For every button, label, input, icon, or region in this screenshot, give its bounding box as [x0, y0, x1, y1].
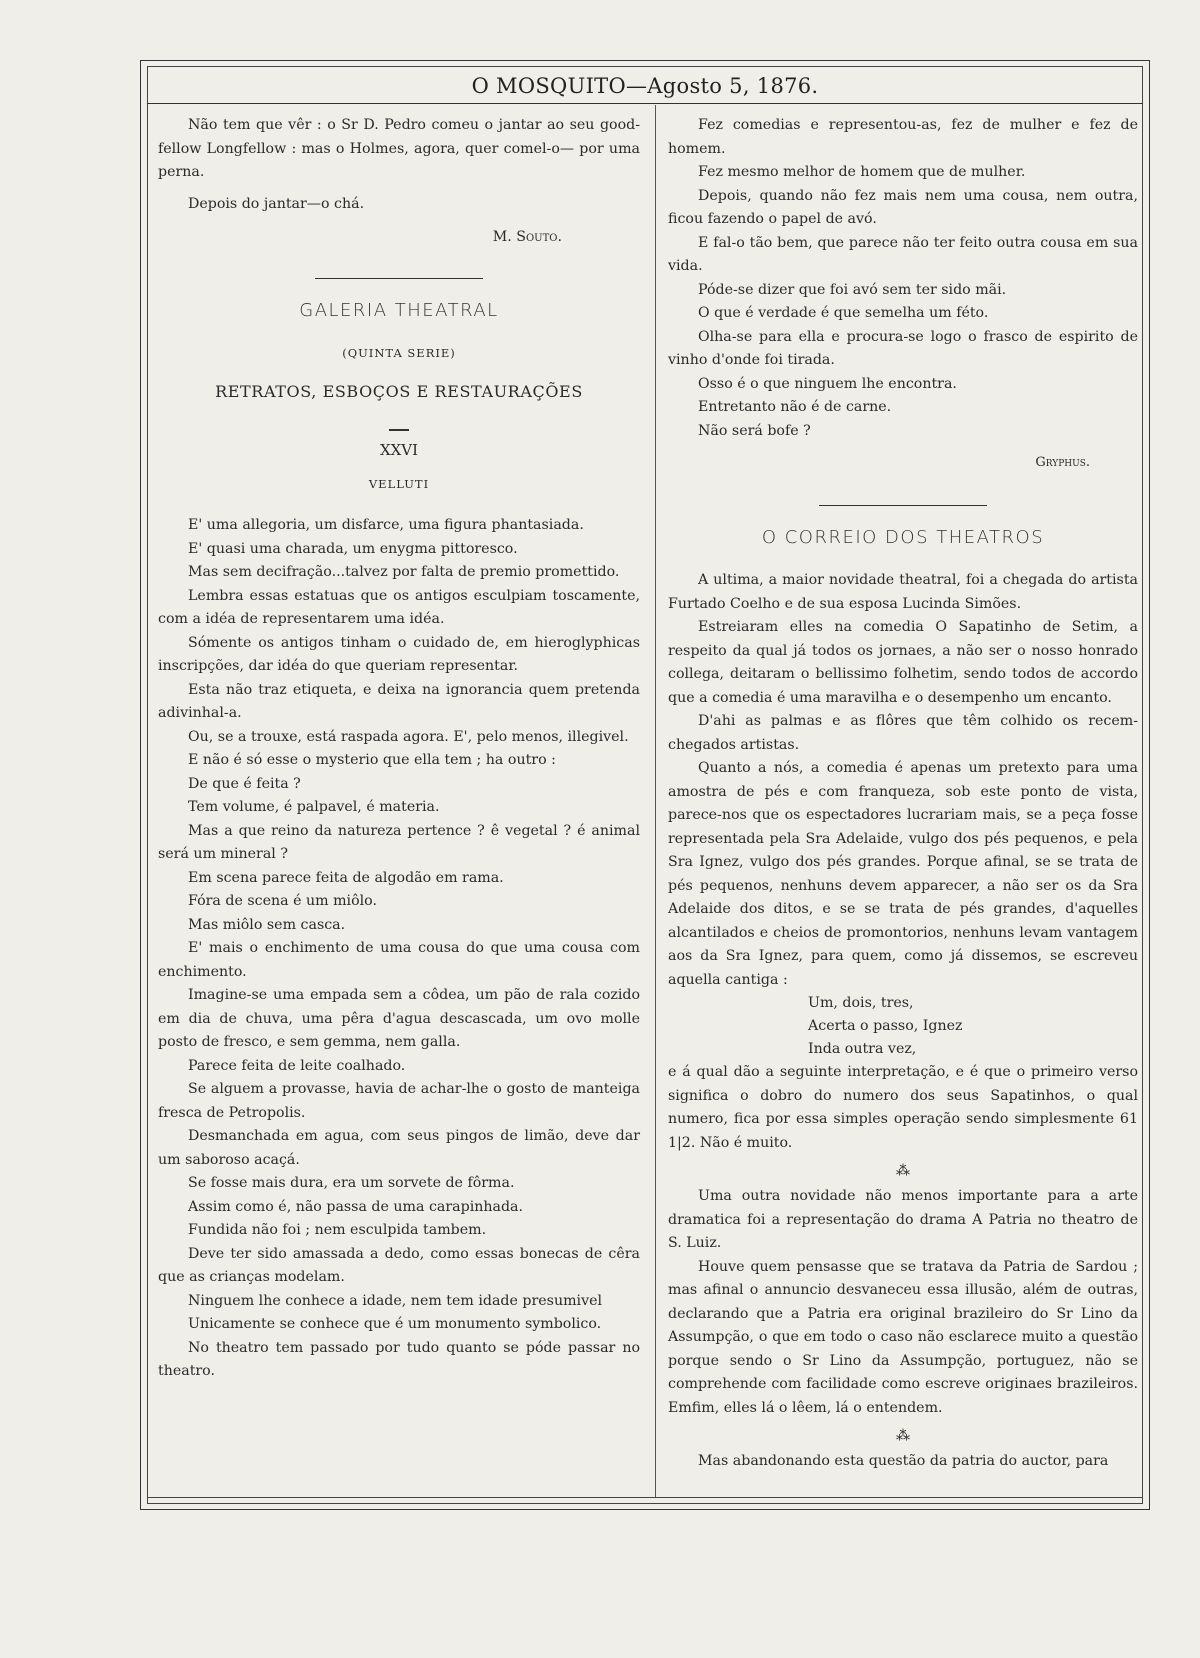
article-paragraph: Póde-se dizer que foi avó sem ter sido mãi.	[698, 281, 1007, 298]
author-signature: Gryphus.	[1035, 455, 1090, 470]
verse-line: Acerta o passo, Ignez	[808, 1018, 963, 1034]
article-paragraph: Quanto a nós, a comedia é apenas um pretexto para uma amostra de pés e com franqueza, sob este ponto de vista, parece-nos que os espectadores lucrariam mais, se a peça fosse representada pela Sra Adelaide, vulgo dos pés pequenos, e pela Sra Ignez, vulgo dos pés grandes. Porque afinal, se se trata de pés pequenos, nenhuns devem apparecer, a não ser os da Sra Adelaide dos ditos, e se se trata de pés grandes, d'aquelles alcantilados e cheios de promontorios, nenhuns levam vantagem aos da Sra Ignez, para quem, como já dissemos, se escreveu aquella cantiga :	[668, 760, 1138, 988]
article-paragraph: Mas abandonando esta questão da patria do auctor, para	[698, 1453, 1109, 1469]
article-paragraph: Imagine-se uma empada sem a côdea, um pão de rala cozido em dia de chuva, uma pêra d'agua descascada, um ovo molle posto de fresco, e sem gemma, nem galla.	[158, 987, 640, 1050]
article-paragraph: Parece feita de leite coalhado.	[188, 1057, 406, 1074]
series-label: (QUINTA SERIE)	[342, 346, 456, 360]
article-paragraph: Mas miôlo sem casca.	[188, 916, 346, 933]
article-paragraph: Fez comedias e representou-as, fez de mulher e fez de homem.	[668, 117, 1138, 157]
article-paragraph: Depois, quando não fez mais nem uma cousa, nem outra, ficou fazendo o papel de avó.	[668, 187, 1138, 227]
verse-block	[808, 992, 1138, 1061]
article-paragraph: Ninguem lhe conhece a idade, nem tem idade presumivel	[188, 1292, 603, 1309]
article-paragraph: Fundida não foi ; nem esculpida tambem.	[188, 1222, 487, 1238]
section-title: GALERIA THEATRAL	[299, 299, 499, 321]
bottom-rule	[147, 1497, 1143, 1498]
subject-name: VELLUTI	[368, 476, 430, 491]
article-paragraph: Fóra de scena é um miôlo.	[188, 893, 377, 909]
article-paragraph: Fez mesmo melhor de homem que de mulher.	[698, 164, 1026, 180]
article-paragraph: Unicamente se conhece que é um monumento symbolico.	[188, 1316, 602, 1332]
verse-line: Um, dois, tres,	[808, 995, 914, 1011]
article-paragraph: Se fosse mais dura, era um sorvete de fôrma.	[188, 1175, 515, 1191]
article-paragraph: Mas sem decifração...talvez por falta de premio promettido.	[188, 564, 620, 580]
section-separator-asterism: ⁂	[896, 1163, 910, 1179]
article-paragraph: Sómente os antigos tinham o cuidado de, em hieroglyphicas inscripções, dar idéa do que queriam representar.	[158, 634, 640, 674]
article-paragraph: E não é só esse o mysterio que ella tem ; ha outro :	[188, 752, 556, 768]
article-paragraph: De que é feita ?	[188, 775, 301, 792]
article-paragraph: Em scena parece feita de algodão em rama.	[188, 869, 504, 886]
section-rule	[819, 505, 987, 506]
article-paragraph: E fal-o tão bem, que parece não ter feito outra cousa em sua vida.	[668, 234, 1138, 274]
page-header: O MOSQUITO—Agosto 5, 1876.	[471, 74, 819, 98]
section-separator-asterism: ⁂	[896, 1428, 910, 1444]
article-paragraph: Deve ter sido amassada a dedo, como essas bonecas de cêra que as crianças modelam.	[158, 1245, 640, 1285]
article-paragraph: A ultima, a maior novidade theatral, foi a chegada do artista Furtado Coelho e de sua esposa Lucinda Simões.	[668, 572, 1138, 612]
article-paragraph: D'ahi as palmas e as flôres que têm colhido os recem-chegados artistas.	[668, 713, 1138, 753]
article-paragraph: E' quasi uma charada, um enygma pittoresco.	[188, 540, 518, 557]
short-dash	[389, 429, 409, 431]
article-paragraph: e á qual dão a seguinte interpretação, e é que o primeiro verso significa o dobro do numero dos seus Sapatinhos, o qual numero, fica por essa simples operação sendo simplesmente 61 1|2. Não é muito.	[668, 1064, 1138, 1151]
author-signature: M. Souto.	[492, 229, 562, 245]
section-rule	[315, 278, 483, 279]
article-paragraph: Estreiaram elles na comedia O Sapatinho de Setim, a respeito da qual já todos os jornaes, a não ser o nosso honrado collega, deitaram o bellissimo folhetim, sendo todos de accordo que a comedia é uma maravilha e o desempenho um encanto.	[668, 619, 1138, 706]
article-paragraph: Não será bofe ?	[698, 422, 811, 439]
article-paragraph: No theatro tem passado por tudo quanto se póde passar no theatro.	[158, 1339, 640, 1379]
left-column	[158, 114, 640, 1384]
right-column	[668, 114, 1138, 1474]
article-paragraph: Entretanto não é de carne.	[698, 399, 892, 415]
column-divider	[655, 105, 656, 1497]
article-paragraph: E' uma allegoria, um disfarce, uma figura phantasiada.	[188, 517, 584, 533]
section-subtitle: RETRATOS, ESBOÇOS E RESTAURAÇÕES	[215, 381, 583, 401]
article-paragraph: Houve quem pensasse que se tratava da Patria de Sardou ; mas afinal o annuncio desvaneceu essa illusão, além de outras, declarando que a Patria era original brazileiro do Sr Lino da Assumpção, o que em todo o caso não esclarece muito a questão porque sendo o Sr Lino da Assumpção, portuguez, não se comprehende com facilidade como escreve originaes brazileiros. Emfim, elles lá o lêem, lá o entendem.	[668, 1258, 1138, 1416]
intro-paragraph: Depois do jantar—o chá.	[188, 195, 365, 212]
intro-paragraph: Não tem que vêr : o Sr D. Pedro comeu o jantar ao seu good-fellow Longfellow : mas o Holmes, agora, quer comel-o— por uma perna.	[158, 117, 640, 180]
article-paragraph: Olha-se para ella e procura-se logo o frasco de espirito de vinho d'onde foi tirada.	[668, 328, 1138, 368]
article-paragraph: Ou, se a trouxe, está raspada agora. E', pelo menos, illegivel.	[188, 728, 629, 745]
article-paragraph: O que é verdade é que semelha um féto.	[698, 305, 989, 321]
section-title: O CORREIO DOS THEATROS	[761, 526, 1045, 548]
chapter-numeral: XXVI	[379, 441, 419, 459]
article-paragraph: Tem volume, é palpavel, é materia.	[188, 799, 440, 815]
article-paragraph: Mas a que reino da natureza pertence ? ê vegetal ? é animal será um mineral ?	[158, 822, 640, 862]
article-paragraph: Assim como é, não passa de uma carapinhada.	[188, 1198, 524, 1215]
article-paragraph: Uma outra novidade não menos importante para a arte dramatica foi a representação do drama A Patria no theatro de S. Luiz.	[668, 1188, 1138, 1251]
article-paragraph: Esta não traz etiqueta, e deixa na ignorancia quem pretenda adivinhal-a.	[158, 681, 640, 721]
article-paragraph: Desmanchada em agua, com seus pingos de limão, deve dar um saboroso acaçá.	[158, 1128, 640, 1168]
verse-line: Inda outra vez,	[808, 1041, 917, 1057]
article-paragraph: E' mais o enchimento de uma cousa do que uma cousa com enchimento.	[158, 940, 640, 980]
article-paragraph: Lembra essas estatuas que os antigos esculpiam toscamente, com a idéa de representarem uma idéa.	[158, 587, 640, 627]
article-paragraph: Se alguem a provasse, havia de achar-lhe o gosto de manteiga fresca de Petropolis.	[158, 1081, 640, 1121]
header-rule	[147, 103, 1143, 104]
article-paragraph: Osso é o que ninguem lhe encontra.	[698, 375, 957, 392]
